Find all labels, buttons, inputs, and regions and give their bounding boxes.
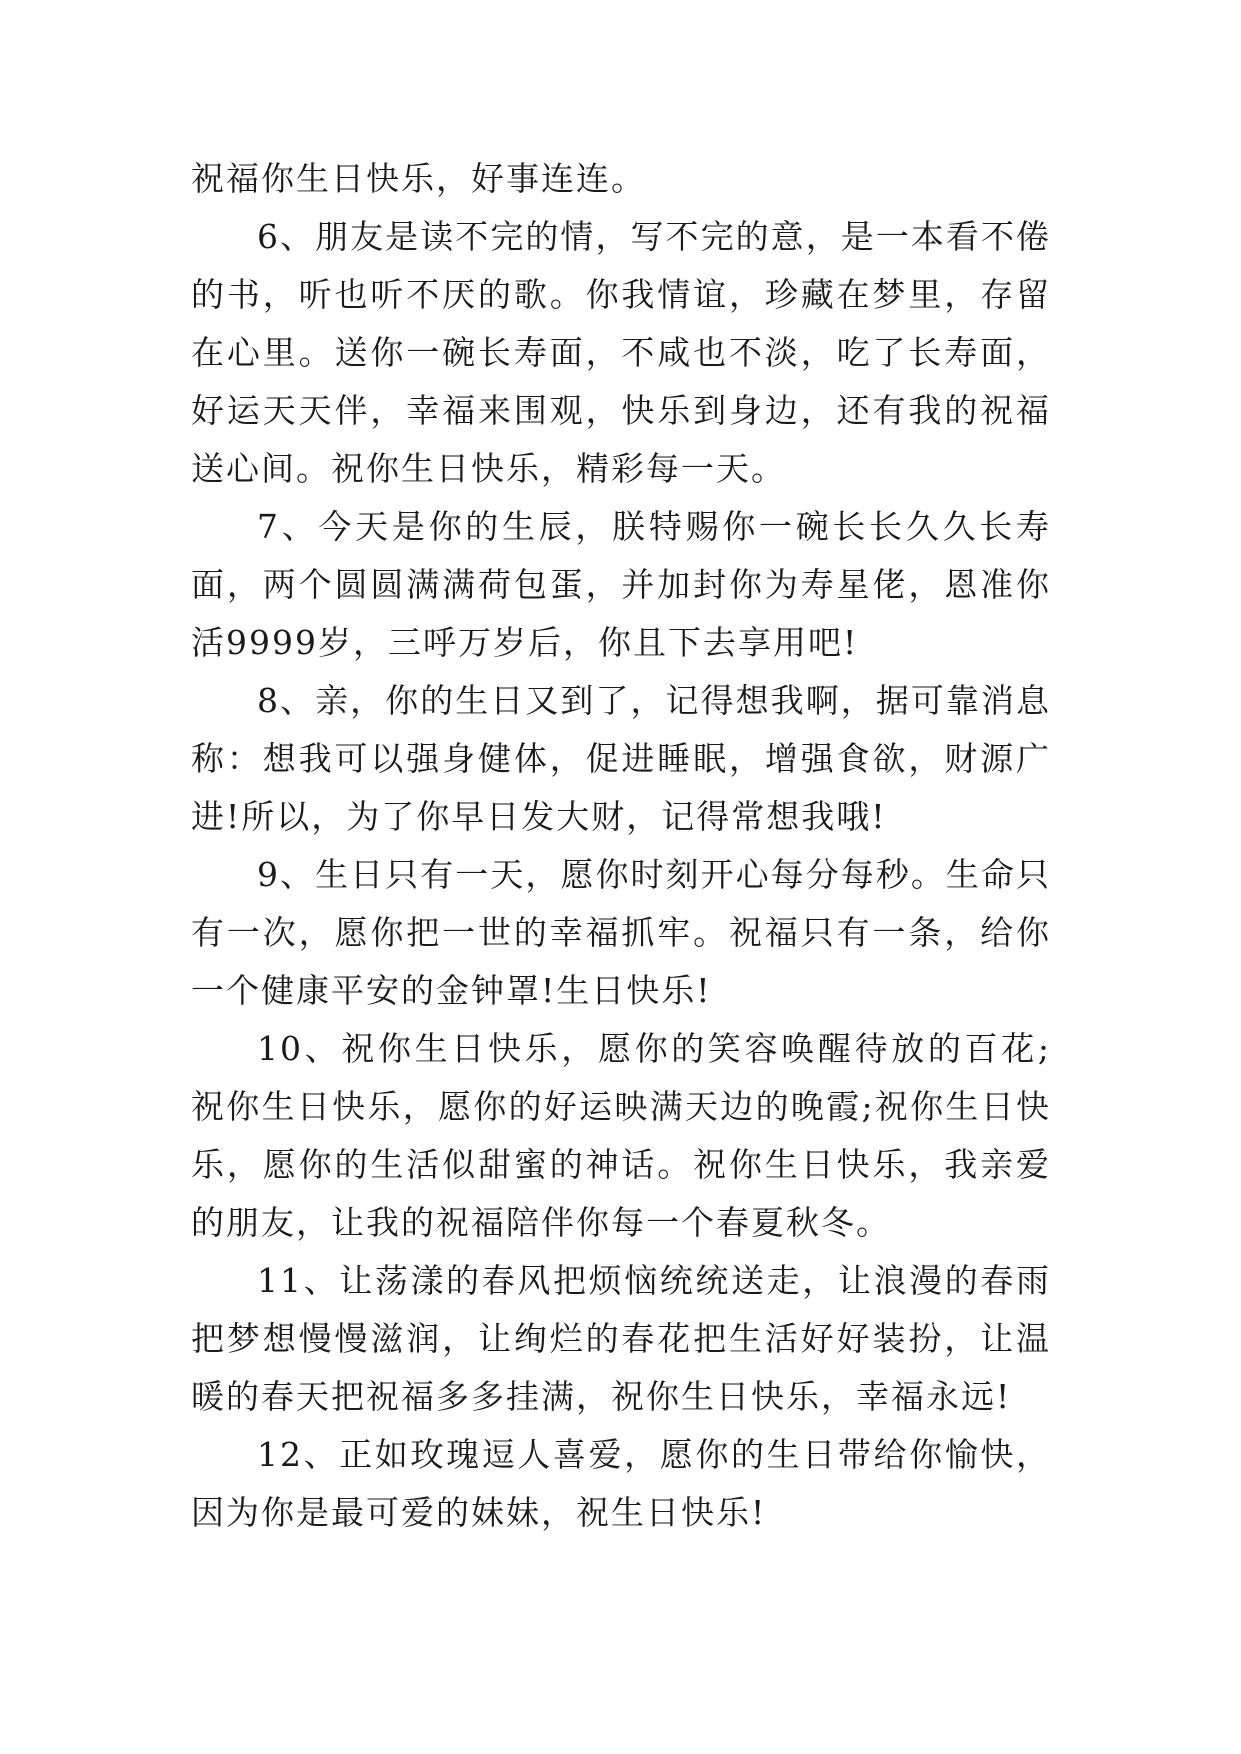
paragraph-item-8: 8、亲，你的生日又到了，记得想我啊，据可靠消息称：想我可以强身健体，促进睡眠，增强食欲，财源广进!所以，为了你早日发大财，记得常想我哦! — [191, 681, 1051, 836]
paragraph-item-7: 7、今天是你的生辰，朕特赐你一碗长长久久长寿面，两个圆圆满满荷包蛋，并加封你为寿星佬，恩准你活9999岁，三呼万岁后，你且下去享用吧! — [191, 507, 1051, 662]
paragraph-item-12: 12、正如玫瑰逗人喜爱，愿你的生日带给你愉快，因为你是最可爱的妹妹，祝生日快乐! — [191, 1435, 1051, 1532]
paragraph-item-9: 9、生日只有一天，愿你时刻开心每分每秒。生命只有一次，愿你把一世的幸福抓牢。祝福只有一条，给你一个健康平安的金钟罩!生日快乐! — [191, 855, 1051, 1010]
paragraph-item-11: 11、让荡漾的春风把烦恼统统送走，让浪漫的春雨把梦想慢慢滋润，让绚烂的春花把生活好好装扮，让温暖的春天把祝福多多挂满，祝你生日快乐，幸福永远! — [191, 1261, 1051, 1416]
paragraph-item-10: 10、祝你生日快乐，愿你的笑容唤醒待放的百花;祝你生日快乐，愿你的好运映满天边的晚霞;祝你生日快乐，愿你的生活似甜蜜的神话。祝你生日快乐，我亲爱的朋友，让我的祝福陪伴你每一个春夏秋冬。 — [191, 1029, 1051, 1242]
paragraph-item-6: 6、朋友是读不完的情，写不完的意，是一本看不倦的书，听也听不厌的歌。你我情谊，珍藏在梦里，存留在心里。送你一碗长寿面，不咸也不淡，吃了长寿面，好运天天伴，幸福来围观，快乐到身边，还有我的祝福送心间。祝你生日快乐，精彩每一天。 — [191, 217, 1051, 488]
document-body — [191, 150, 1051, 1542]
paragraph-continuation: 祝福你生日快乐，好事连连。 — [191, 159, 646, 198]
